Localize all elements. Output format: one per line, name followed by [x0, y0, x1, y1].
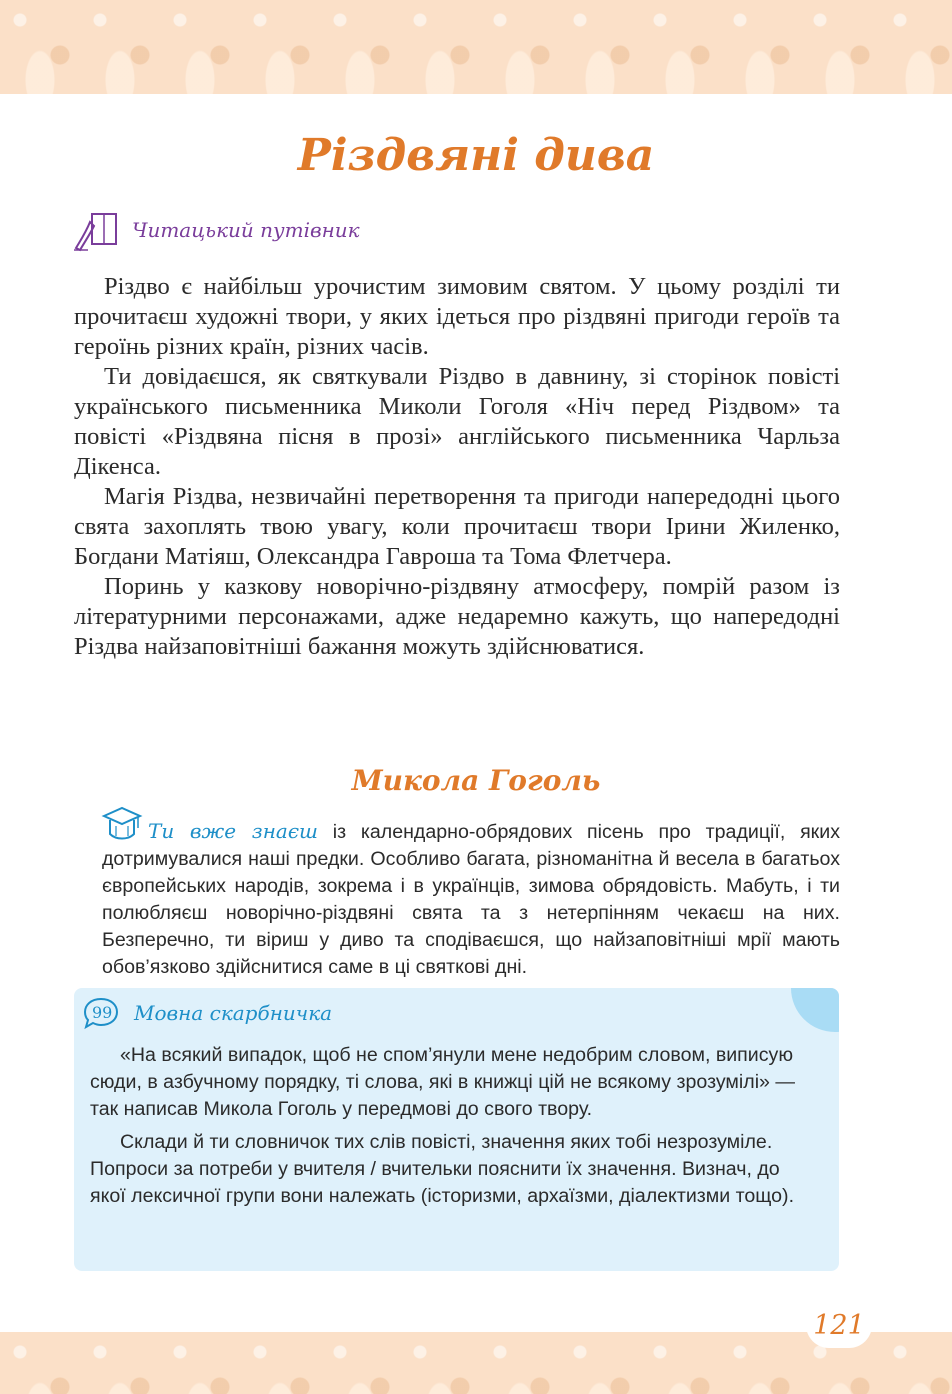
svg-text:99: 99 — [92, 1003, 113, 1022]
you-already-know-lead: Ти вже знаєш — [148, 819, 318, 843]
page-title: Різдвяні дива — [297, 130, 655, 181]
language-treasury-title: Мовна скарбничка — [134, 1001, 333, 1025]
decorative-top-band — [0, 0, 952, 94]
language-treasury-paragraph: Склади й ти словничок тих слів повісті, значення яких тобі незрозуміле. Попроси за потреби у вчителя / вчительки пояснити їх значення. Визнач, до якої лексичної групи вони належать (історизми, архаїзми, діалектизми тощо). — [90, 1131, 795, 1207]
intro-paragraph: Різдво є найбільш урочистим зимовим святом. У цьому розділі ти прочитаєш художні твори, у яких ідеться про різдвяні пригоди героїв та героїнь різних країн, різних часів. — [74, 273, 840, 360]
section-title: Микола Гоголь — [351, 764, 601, 797]
intro-text — [74, 272, 840, 662]
reader-guide — [72, 208, 360, 252]
language-treasury-header — [82, 996, 332, 1030]
language-treasury-body — [90, 1042, 820, 1216]
intro-paragraph: Поринь у казкову новорічно-різдвяну атмосферу, помрій разом із літературними персонажами, адже недаремно кажуть, що напередодні Різдва найзаповітніші бажання можуть здійснюватися. — [74, 573, 840, 660]
page-number: 121 — [806, 1302, 872, 1348]
intro-paragraph: Магія Різдва, незвичайні перетворення та пригоди напередодні цього свята захоплять твою увагу, коли прочитаєш твори Ірини Жиленко, Богдани Матіяш, Олександра Гавроша та Тома Флетчера. — [74, 483, 840, 570]
you-already-know-text: із календарно-обрядових пісень про традиції, яких дотримувалися наші предки. Особливо багата, різноманітна й весела в багатьох європейських народів, зокрема і в українців, зимова обрядовість. Мабуть, і ти полюбляєш новорічно-різдвяні свята та з нетерпінням чекаєш на них. Безперечно, ти віриш у диво та сподіваєшся, що найзаповітніші мрії мають обов’язково здійснитися саме в ці святкові дні. — [102, 821, 840, 978]
intro-paragraph: Ти довідаєшся, як святкували Різдво в давнину, зі сторінок повісті українського письменника Миколи Гоголя «Ніч перед Різдвом» та повісті «Різдвяна пісня в прозі» англійського письменника Чарльза Дікенса. — [74, 363, 840, 480]
you-already-know-block — [102, 818, 840, 981]
language-treasury-paragraph: «На всякий випадок, щоб не спом’янули мене недобрим словом, виписую сюди, в азбучному порядку, ті слова, які в книжці цій не всякому зрозумілі» — так написав Микола Гоголь у передмові до свого твору. — [90, 1044, 795, 1120]
language-treasury-box — [74, 988, 839, 1271]
book-reading-icon — [72, 208, 120, 252]
box-corner-decoration — [791, 988, 839, 1032]
decorative-bottom-band — [0, 1332, 952, 1394]
quote-bubble-icon — [82, 996, 120, 1030]
reader-guide-label: Читацький путівник — [132, 218, 360, 242]
